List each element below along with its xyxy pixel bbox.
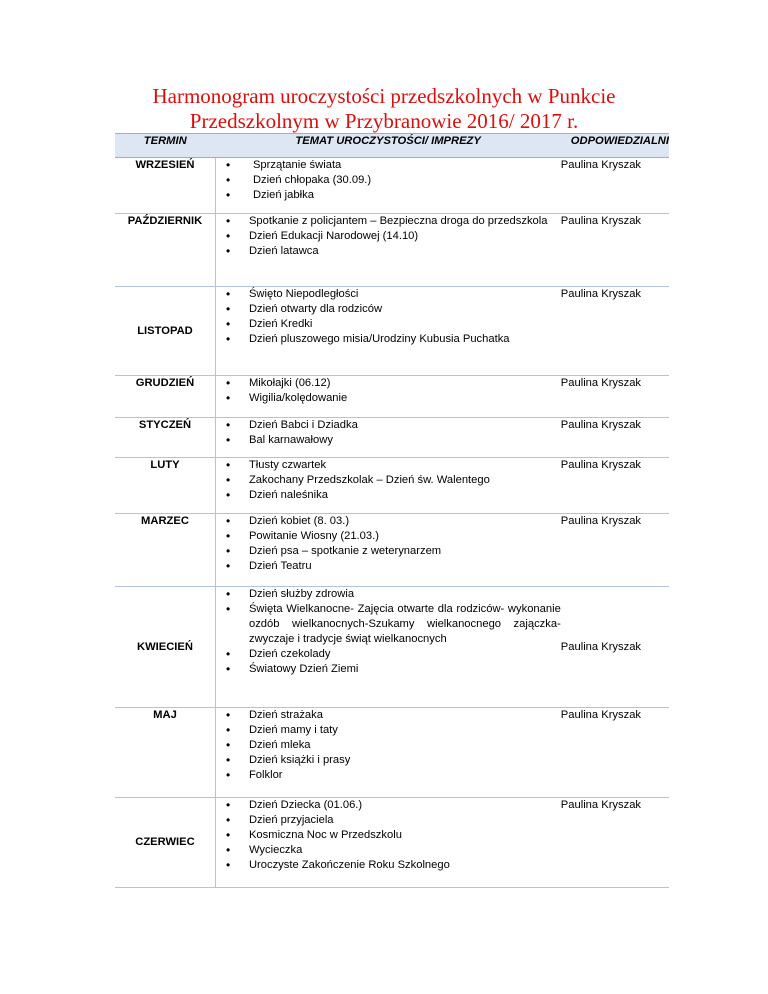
events-cell: [215, 214, 560, 287]
list-item: • Dzień mamy i taty: [249, 723, 561, 738]
responsible-cell: Paulina Kryszak: [560, 288, 642, 300]
events-cell: [215, 798, 560, 888]
responsible-cell: Paulina Kryszak: [560, 377, 642, 389]
table-row: [115, 587, 669, 708]
list-item: • Mikołajki (06.12): [249, 376, 561, 391]
events-cell: [215, 458, 560, 514]
list-item: • Dzień służby zdrowia: [249, 587, 561, 602]
responsible-cell: Paulina Kryszak: [560, 215, 642, 227]
table-row: [115, 798, 669, 888]
month-cell: STYCZEŃ: [138, 419, 192, 431]
month-cell: WRZESIEŃ: [135, 159, 195, 171]
month-cell: LUTY: [150, 459, 180, 471]
list-item: • Dzień Dziecka (01.06.): [249, 798, 561, 813]
list-item: • Dzień naleśnika: [249, 488, 561, 503]
table-header-row: [115, 134, 669, 158]
events-cell: [215, 587, 560, 708]
list-item: • Dzień przyjaciela: [249, 813, 561, 828]
events-cell: [215, 418, 560, 458]
month-cell: KWIECIEŃ: [137, 640, 193, 653]
responsible-cell: Paulina Kryszak: [560, 640, 642, 653]
events-cell: [215, 708, 560, 798]
list-item: • Powitanie Wiosny (21.03.): [249, 529, 561, 544]
list-item: • Dzień kobiet (8. 03.): [249, 514, 561, 529]
list-item: • Folklor: [249, 768, 561, 783]
list-item: • Dzień jabłka: [249, 188, 561, 203]
responsible-cell: Paulina Kryszak: [560, 799, 642, 811]
responsible-cell: Paulina Kryszak: [560, 515, 642, 527]
table-row: [115, 514, 669, 587]
responsible-cell: Paulina Kryszak: [560, 419, 642, 431]
list-item: • Dzień Kredki: [249, 317, 561, 332]
list-item: • Dzień strażaka: [249, 708, 561, 723]
month-cell: GRUDZIEŃ: [135, 377, 195, 389]
list-item: • Tłusty czwartek: [249, 458, 561, 473]
events-cell: [215, 376, 560, 418]
list-item: • Uroczyste Zakończenie Roku Szkolnego: [249, 858, 561, 873]
table-row: [115, 458, 669, 514]
month-cell: PAŹDZIERNIK: [127, 215, 203, 227]
list-item: • Święto Niepodległości: [249, 287, 561, 302]
list-item: • Dzień latawca: [249, 244, 561, 259]
list-item: • Dzień książki i prasy: [249, 753, 561, 768]
document-title: [100, 84, 668, 134]
list-item: • Dzień Edukacji Narodowej (14.10): [249, 229, 561, 244]
title-line-1: Harmonogram uroczystości przedszkolnych w Punkcie: [152, 84, 616, 108]
list-item: • Dzień chłopaka (30.09.): [249, 173, 561, 188]
list-item: • Dzień Teatru: [249, 559, 561, 574]
list-item: • Dzień Babci i Dziadka: [249, 418, 561, 433]
list-item: • Dzień pluszowego misia/Urodziny Kubusia Puchatka: [249, 332, 561, 347]
list-item: • Dzień otwarty dla rodziców: [249, 302, 561, 317]
list-item: • Dzień czekolady: [249, 647, 561, 662]
list-item: • Sprzątanie świata: [249, 158, 561, 173]
list-item: • Zakochany Przedszkolak – Dzień św. Walentego: [249, 473, 561, 488]
list-item: • Światowy Dzień Ziemi: [249, 662, 561, 677]
month-cell: MAJ: [153, 709, 177, 721]
list-item: • Wigilia/kolędowanie: [249, 391, 561, 406]
list-item: • Wycieczka: [249, 843, 561, 858]
list-item: • Spotkanie z policjantem – Bezpieczna droga do przedszkola: [249, 214, 561, 229]
list-item: • Bal karnawałowy: [249, 433, 561, 448]
table-row: [115, 418, 669, 458]
events-cell: [215, 514, 560, 587]
list-item: • Święta Wielkanocne- Zajęcia otwarte dla rodziców- wykonanie ozdób wielkanocnych-Szukamy wielkanocnego zajączka-zwyczaje i tradycje świąt wielkanocnych: [249, 602, 561, 647]
header-odpowiedzialni: ODPOWIEDZIALNI: [561, 134, 669, 158]
list-item: • Dzień mleka: [249, 738, 561, 753]
table-row: [115, 376, 669, 418]
events-cell: [215, 287, 560, 376]
title-line-2: Przedszkolnym w Przybranowie 2016/ 2017 r.: [189, 109, 579, 133]
schedule-table: [115, 133, 669, 888]
header-termin: TERMIN: [115, 134, 215, 158]
table-row: [115, 708, 669, 798]
table-row: [115, 287, 669, 376]
month-cell: LISTOPAD: [137, 324, 193, 337]
list-item: • Dzień psa – spotkanie z weterynarzem: [249, 544, 561, 559]
responsible-cell: Paulina Kryszak: [560, 709, 642, 721]
events-cell: [215, 158, 560, 214]
list-item: • Kosmiczna Noc w Przedszkolu: [249, 828, 561, 843]
month-cell: CZERWIEC: [135, 836, 195, 848]
responsible-cell: Paulina Kryszak: [560, 459, 642, 471]
responsible-cell: Paulina Kryszak: [560, 159, 642, 171]
header-temat: TEMAT UROCZYSTOŚCI/ IMPREZY: [215, 134, 560, 158]
table-row: [115, 214, 669, 287]
table-row: [115, 158, 669, 214]
month-cell: MARZEC: [141, 515, 189, 527]
